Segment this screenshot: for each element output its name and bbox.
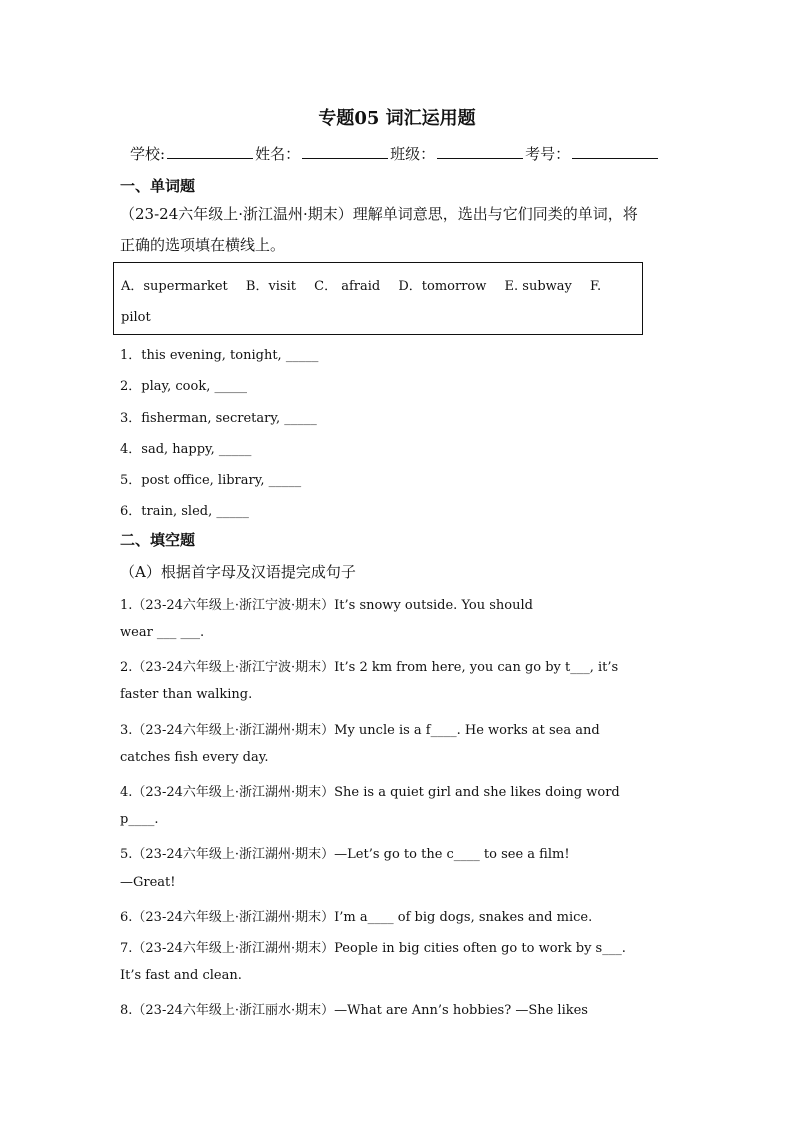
school-blank[interactable] [167, 144, 253, 159]
student-info-row [130, 143, 690, 164]
exam-no-label: 考号： [525, 145, 571, 163]
list-item: 3．fisherman, secretary, _____ [120, 411, 317, 426]
option-b: B．visit [245, 279, 296, 294]
list-item: 5．post office, library, _____ [120, 473, 302, 488]
question-line: 2.（23-24六年级上·浙江宁波·期末）It’s 2 km from here, you can go by t___, it’s [120, 660, 619, 675]
question-line: —Great! [120, 875, 176, 890]
question-line: p____. [120, 812, 159, 827]
list-item: 2．play, cook, _____ [120, 379, 247, 394]
option-f: F. [590, 279, 602, 294]
question-line: 8.（23-24六年级上·浙江丽水·期末）—What are Ann’s hobbies? —She likes [120, 1003, 588, 1018]
question-line: catches fish every day. [120, 750, 269, 765]
question-line: 3.（23-24六年级上·浙江湖州·期末）My uncle is a f____. He works at sea and [120, 723, 600, 738]
instruction-line-2: 正确的选项填在横线上。 [120, 236, 286, 254]
page-title: 专题05 词汇运用题 [318, 108, 476, 129]
question-line: 4.（23-24六年级上·浙江湖州·期末）She is a quiet girl and she likes doing word [120, 785, 620, 800]
section-1-heading: 一、单词题 [120, 177, 196, 195]
section-2-subheading: （A）根据首字母及汉语提完成句子 [120, 563, 356, 581]
school-label: 学校: [130, 145, 166, 163]
section-2-heading: 二、填空题 [120, 531, 196, 549]
option-c: C． afraid [314, 279, 381, 294]
question-line: wear ___ ___. [120, 625, 205, 640]
question-line: 1.（23-24六年级上·浙江宁波·期末）It’s snowy outside. You should [120, 598, 533, 613]
name-blank[interactable] [302, 144, 388, 159]
instruction-line-1: （23-24六年级上·浙江温州·期末）理解单词意思，选出与它们同类的单词，将 [120, 205, 638, 223]
option-a: A．supermarket [121, 279, 228, 294]
option-d: D．tomorrow [398, 279, 487, 294]
question-line: It’s fast and clean. [120, 968, 242, 983]
section-1-instruction [120, 199, 680, 261]
option-e: E. subway [504, 279, 572, 294]
question-line: 6.（23-24六年级上·浙江湖州·期末）I’m a____ of big dogs, snakes and mice. [120, 910, 593, 925]
question-line: faster than walking. [120, 687, 253, 702]
question-line: 7.（23-24六年级上·浙江湖州·期末）People in big cities often go to work by s___. [120, 941, 626, 956]
options-row [121, 271, 642, 302]
options-box [113, 262, 643, 335]
list-item: 4．sad, happy, _____ [120, 442, 252, 457]
list-item: 1．this evening, tonight, _____ [120, 348, 319, 363]
list-item: 6．train, sled, _____ [120, 504, 249, 519]
class-label: 班级： [390, 145, 436, 163]
class-blank[interactable] [437, 144, 523, 159]
exam-no-blank[interactable] [572, 144, 658, 159]
question-line: 5.（23-24六年级上·浙江湖州·期末）—Let’s go to the c____ to see a film! [120, 847, 570, 862]
options-row-cont: pilot [121, 310, 151, 325]
name-label: 姓名： [255, 145, 301, 163]
